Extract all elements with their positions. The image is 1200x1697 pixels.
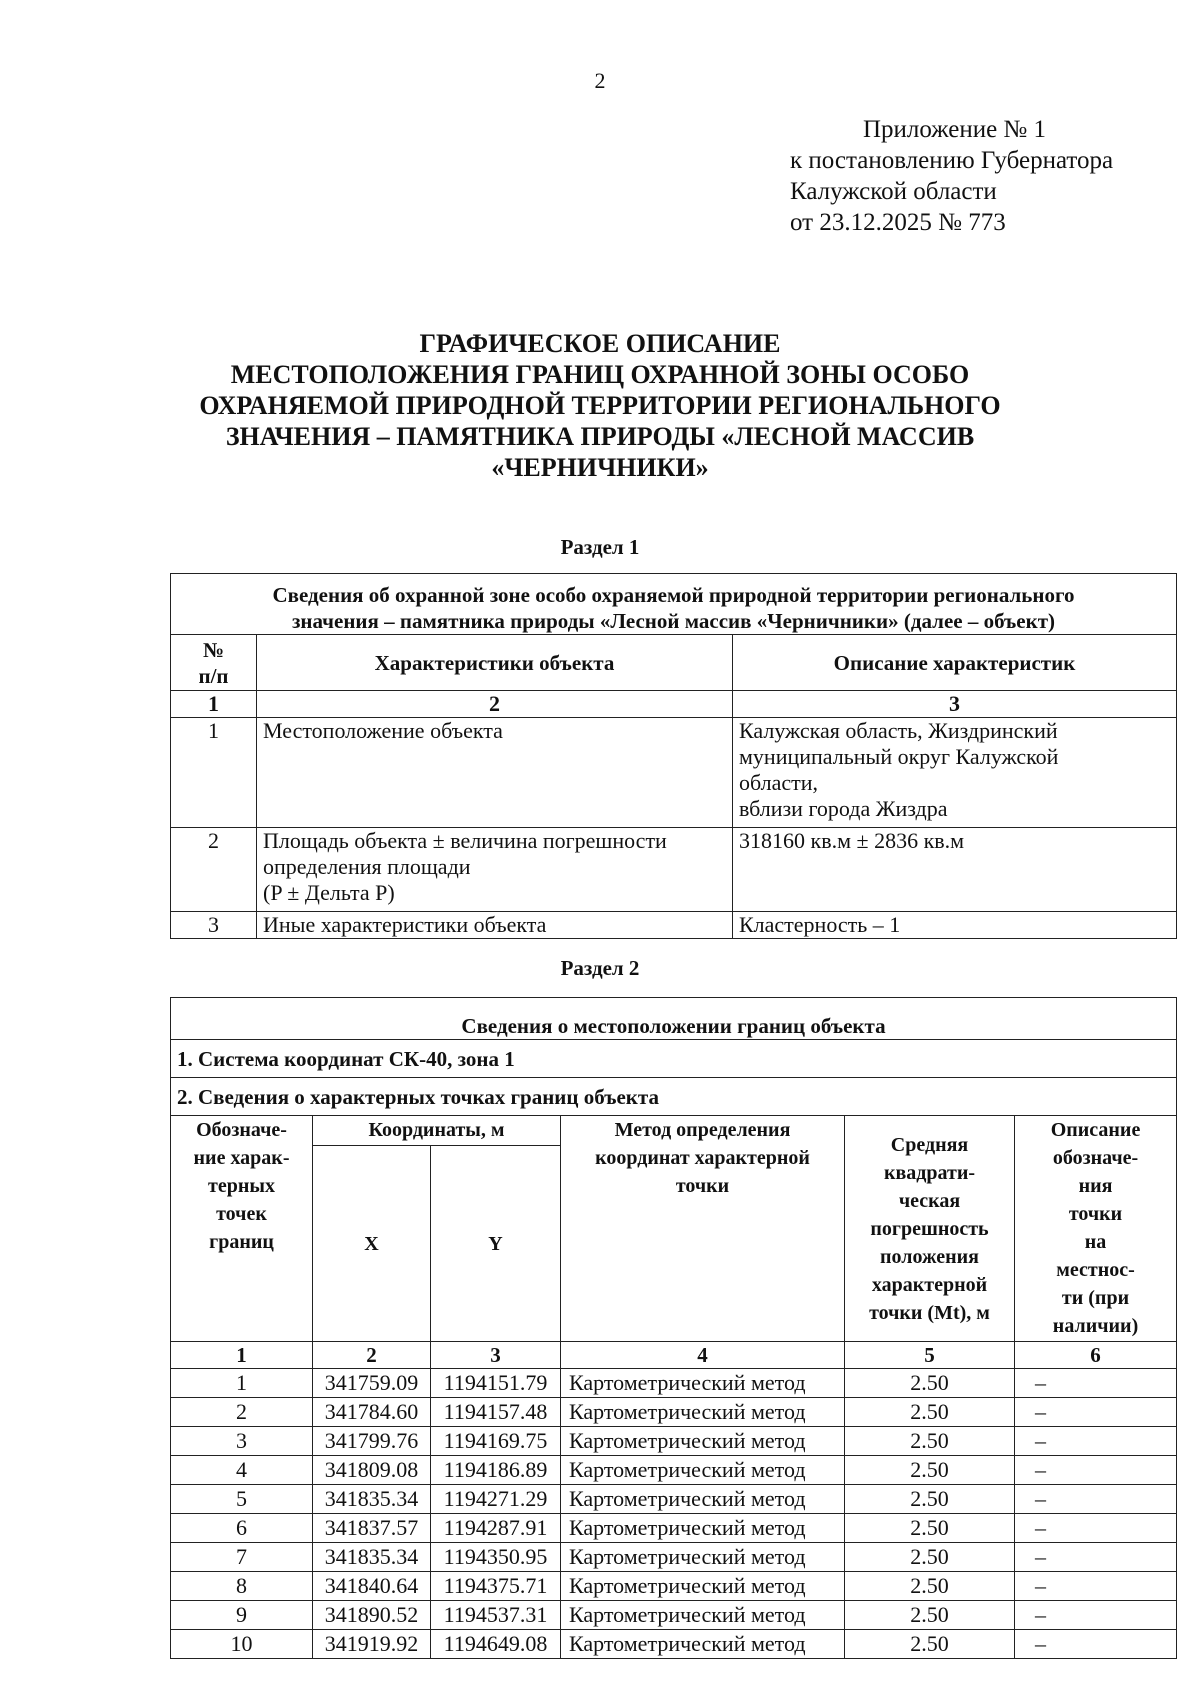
- point-id: 3: [171, 1427, 313, 1456]
- table-row: [171, 1601, 1177, 1630]
- points-body: [171, 1369, 1177, 1659]
- section1-heading: Раздел 1: [560, 535, 640, 559]
- row-number: 2: [171, 828, 257, 912]
- row-description: [733, 912, 1177, 939]
- point-error: 2.50: [845, 1630, 1015, 1659]
- point-method: Картометрический метод: [561, 1398, 845, 1427]
- point-description: –: [1015, 1514, 1177, 1543]
- header-text: наличии): [1052, 1315, 1139, 1337]
- point-description: –: [1015, 1369, 1177, 1398]
- point-id: 1: [171, 1369, 313, 1398]
- table-row: [171, 1485, 1177, 1514]
- header-text: ние харак-: [193, 1147, 290, 1169]
- point-error: 2.50: [845, 1427, 1015, 1456]
- table-row: [171, 1456, 1177, 1485]
- point-description: –: [1015, 1485, 1177, 1514]
- coord-system-row: [171, 1040, 1177, 1078]
- column-number-row: [171, 691, 1177, 718]
- row-number: 1: [171, 718, 257, 828]
- header-text: координат характерной: [595, 1147, 810, 1169]
- point-method: Картометрический метод: [561, 1572, 845, 1601]
- point-error: 2.50: [845, 1514, 1015, 1543]
- point-x: 341784.60: [313, 1398, 431, 1427]
- header-designation: [171, 1116, 313, 1342]
- point-description: –: [1015, 1543, 1177, 1572]
- header-text: ти (при: [1061, 1287, 1130, 1309]
- point-error: 2.50: [845, 1543, 1015, 1572]
- point-id: 8: [171, 1572, 313, 1601]
- table-caption-row: [171, 998, 1177, 1040]
- header-text: точки: [675, 1175, 730, 1197]
- header-text: ния: [1078, 1175, 1113, 1197]
- row-description: [733, 828, 1177, 912]
- point-y: 1194350.95: [431, 1543, 561, 1572]
- table-row: [171, 1572, 1177, 1601]
- row-characteristic: [257, 718, 733, 828]
- point-method: Картометрический метод: [561, 1427, 845, 1456]
- section2-heading: Раздел 2: [560, 956, 640, 980]
- header-text: №: [202, 637, 225, 662]
- coord-system: 1. Система координат СК-40, зона 1: [171, 1040, 1177, 1078]
- point-y: 1194151.79: [431, 1369, 561, 1398]
- point-x: 341890.52: [313, 1601, 431, 1630]
- table-header-row: [171, 1116, 1177, 1146]
- section2-table: [170, 997, 1177, 1659]
- section1-caption: [171, 574, 1177, 635]
- title-line: ГРАФИЧЕСКОЕ ОПИСАНИЕ: [419, 329, 781, 358]
- column-number: 1: [171, 1342, 313, 1369]
- point-id: 7: [171, 1543, 313, 1572]
- column-number: 6: [1015, 1342, 1177, 1369]
- point-id: 10: [171, 1630, 313, 1659]
- point-id: 6: [171, 1514, 313, 1543]
- title-line: МЕСТОПОЛОЖЕНИЯ ГРАНИЦ ОХРАННОЙ ЗОНЫ ОСОБО: [230, 360, 970, 389]
- point-x: 341809.08: [313, 1456, 431, 1485]
- point-error: 2.50: [845, 1369, 1015, 1398]
- point-method: Картометрический метод: [561, 1514, 845, 1543]
- point-description: –: [1015, 1427, 1177, 1456]
- document-title: [160, 328, 1040, 483]
- table-row: [171, 1398, 1177, 1427]
- cell-line: Площадь объекта ± величина погрешности: [263, 828, 667, 853]
- appendix-line: к постановлению Губернатора: [790, 147, 1114, 174]
- point-method: Картометрический метод: [561, 1601, 845, 1630]
- point-y: 1194287.91: [431, 1514, 561, 1543]
- header-characteristic: Характеристики объекта: [257, 635, 733, 691]
- point-id: 2: [171, 1398, 313, 1427]
- header-text: точек: [216, 1203, 267, 1225]
- caption-line: Сведения об охранной зоне особо охраняемой природной территории регионального: [272, 583, 1075, 607]
- points-caption-row: [171, 1078, 1177, 1116]
- point-description: –: [1015, 1572, 1177, 1601]
- point-method: Картометрический метод: [561, 1369, 845, 1398]
- header-text: терных: [208, 1175, 275, 1197]
- table-caption-row: [171, 574, 1177, 635]
- header-coordinates: Координаты, м: [313, 1116, 561, 1146]
- header-text: п/п: [198, 663, 229, 688]
- header-text: границ: [209, 1231, 274, 1253]
- table-row: [171, 1427, 1177, 1456]
- header-text: Средняя: [890, 1133, 969, 1156]
- point-y: 1194375.71: [431, 1572, 561, 1601]
- row-characteristic: [257, 912, 733, 939]
- header-error: [845, 1116, 1015, 1342]
- header-text: точки (Mt), м: [869, 1301, 990, 1324]
- point-id: 4: [171, 1456, 313, 1485]
- point-method: Картометрический метод: [561, 1456, 845, 1485]
- point-y: 1194537.31: [431, 1601, 561, 1630]
- caption-line: значения – памятника природы «Лесной массив «Черничники» (далее – объект): [291, 609, 1056, 633]
- column-number: 4: [561, 1342, 845, 1369]
- column-number: 1: [171, 691, 257, 718]
- point-y: 1194169.75: [431, 1427, 561, 1456]
- point-y: 1194186.89: [431, 1456, 561, 1485]
- table-row: [171, 828, 1177, 912]
- header-text: квадрати-: [883, 1161, 976, 1184]
- point-x: 341835.34: [313, 1543, 431, 1572]
- points-caption: 2. Сведения о характерных точках границ объекта: [171, 1078, 1177, 1116]
- cell-line: вблизи города Жиздра: [739, 796, 948, 821]
- table-row: [171, 1543, 1177, 1572]
- header-text: ческая: [898, 1189, 961, 1212]
- point-x: 341799.76: [313, 1427, 431, 1456]
- header-x: X: [313, 1146, 431, 1342]
- row-characteristic: [257, 828, 733, 912]
- appendix-line: Приложение № 1: [863, 116, 1047, 143]
- header-text: Обозначе-: [196, 1119, 287, 1141]
- point-method: Картометрический метод: [561, 1630, 845, 1659]
- point-x: 341840.64: [313, 1572, 431, 1601]
- table-row: [171, 912, 1177, 939]
- column-number: 5: [845, 1342, 1015, 1369]
- point-method: Картометрический метод: [561, 1485, 845, 1514]
- point-y: 1194271.29: [431, 1485, 561, 1514]
- header-text: на: [1084, 1231, 1107, 1253]
- row-number: 3: [171, 912, 257, 939]
- point-description: –: [1015, 1601, 1177, 1630]
- column-number: 2: [313, 1342, 431, 1369]
- appendix-line: от 23.12.2025 № 773: [790, 209, 1006, 236]
- title-line: «ЧЕРНИЧНИКИ»: [491, 453, 709, 482]
- header-text: погрешность: [870, 1217, 989, 1240]
- column-number: 3: [431, 1342, 561, 1369]
- header-text: обозначе-: [1052, 1147, 1139, 1169]
- cell-line: 318160 кв.м ± 2836 кв.м: [739, 828, 965, 853]
- column-number-row: [171, 1342, 1177, 1369]
- section1-table: [170, 573, 1177, 939]
- header-text: точки: [1068, 1203, 1123, 1225]
- cell-line: (P ± Дельта P): [263, 880, 395, 905]
- table-header-row: [171, 635, 1177, 691]
- point-x: 341837.57: [313, 1514, 431, 1543]
- point-id: 9: [171, 1601, 313, 1630]
- table-row: [171, 1630, 1177, 1659]
- point-method: Картометрический метод: [561, 1543, 845, 1572]
- row-description: [733, 718, 1177, 828]
- title-line: ОХРАНЯЕМОЙ ПРИРОДНОЙ ТЕРРИТОРИИ РЕГИОНАЛЬНОГО: [199, 391, 1001, 420]
- header-text: положения: [880, 1245, 979, 1268]
- point-error: 2.50: [845, 1572, 1015, 1601]
- cell-line: определения площади: [263, 854, 471, 879]
- point-y: 1194157.48: [431, 1398, 561, 1427]
- point-id: 5: [171, 1485, 313, 1514]
- point-error: 2.50: [845, 1456, 1015, 1485]
- header-text: характерной: [871, 1273, 988, 1296]
- point-x: 341759.09: [313, 1369, 431, 1398]
- appendix-block: [790, 114, 1113, 238]
- cell-line: Местоположение объекта: [263, 718, 503, 743]
- header-description: Описание характеристик: [733, 635, 1177, 691]
- header-point-description: [1015, 1116, 1177, 1342]
- point-description: –: [1015, 1630, 1177, 1659]
- column-number: 3: [733, 691, 1177, 718]
- cell-line: Калужская область, Жиздринский: [739, 718, 1058, 743]
- header-num: [171, 635, 257, 691]
- cell-line: Иные характеристики объекта: [263, 912, 547, 937]
- cell-line: муниципальный округ Калужской: [739, 744, 1059, 769]
- column-number: 2: [257, 691, 733, 718]
- header-text: Описание: [1050, 1119, 1141, 1141]
- point-x: 341919.92: [313, 1630, 431, 1659]
- header-y: Y: [431, 1146, 561, 1342]
- title-line: ЗНАЧЕНИЯ – ПАМЯТНИКА ПРИРОДЫ «ЛЕСНОЙ МАССИВ: [225, 422, 975, 451]
- header-method: [561, 1116, 845, 1342]
- table-row: [171, 718, 1177, 828]
- point-error: 2.50: [845, 1398, 1015, 1427]
- header-text: Метод определения: [614, 1119, 791, 1141]
- point-description: –: [1015, 1456, 1177, 1485]
- cell-line: Кластерность – 1: [739, 912, 901, 937]
- section2-caption: Сведения о местоположении границ объекта: [171, 998, 1177, 1040]
- table-row: [171, 1369, 1177, 1398]
- point-error: 2.50: [845, 1485, 1015, 1514]
- cell-line: области,: [739, 770, 819, 795]
- point-error: 2.50: [845, 1601, 1015, 1630]
- header-text: местнос-: [1056, 1259, 1135, 1281]
- point-y: 1194649.08: [431, 1630, 561, 1659]
- table-row: [171, 1514, 1177, 1543]
- point-x: 341835.34: [313, 1485, 431, 1514]
- page-number: 2: [594, 68, 606, 93]
- appendix-line: Калужской области: [790, 178, 997, 205]
- point-description: –: [1015, 1398, 1177, 1427]
